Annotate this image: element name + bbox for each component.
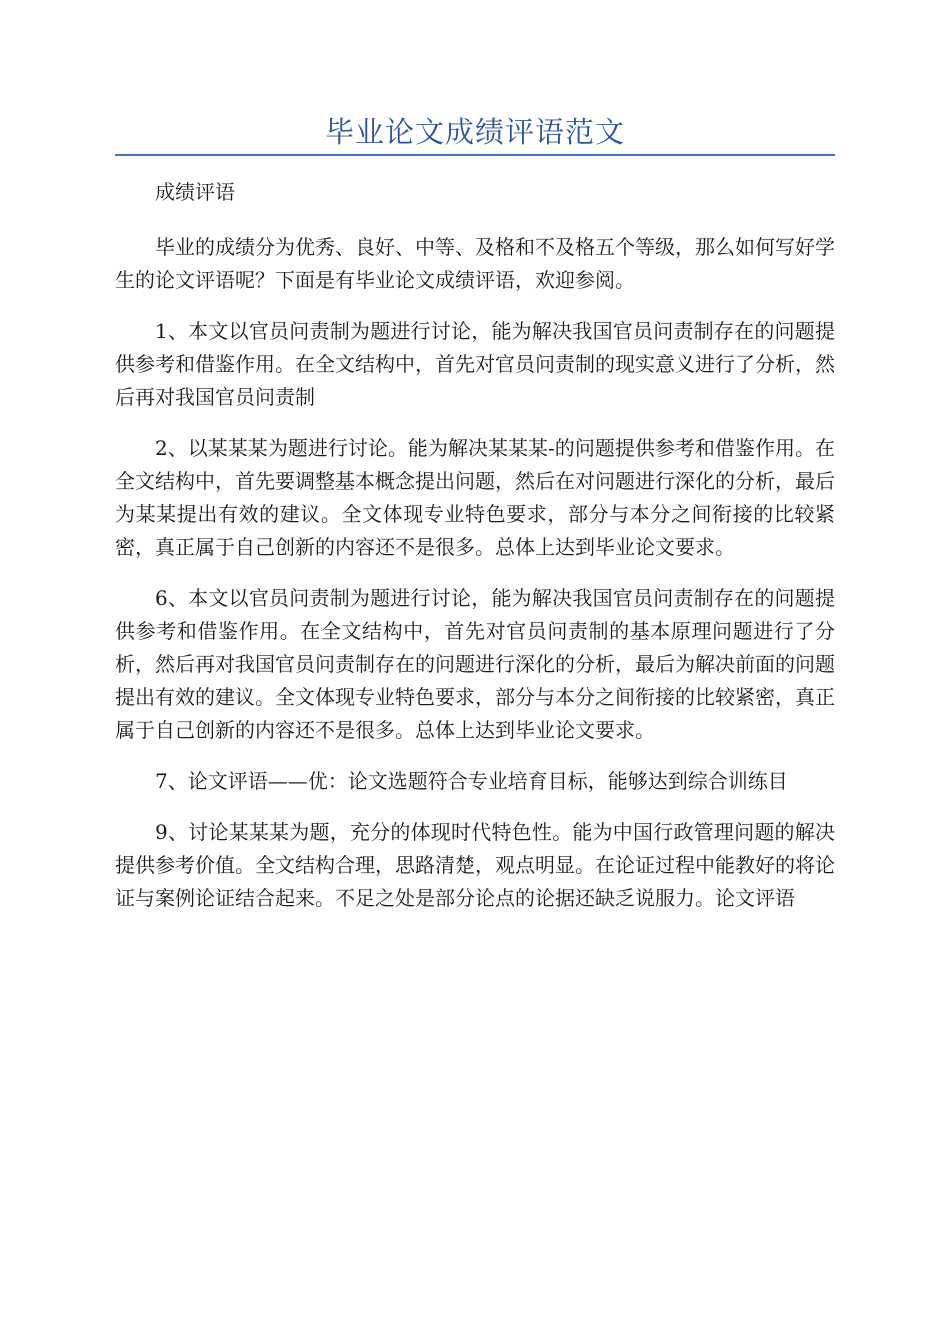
paragraph-2: 2、以某某某为题进行讨论。能为解决某某某-的问题提供参考和借鉴作用。在全文结构中，首先要调整基本概念提出问题，然后在对问题进行深化的分析，最后为某某提出有效的建议。全文体现专业特色要求，部分与本分之间衔接的比较紧密，真正属于自己创新的内容还不是很多。总体上达到毕业论文要求。: [115, 436, 835, 559]
paragraph-6: 6、本文以官员问责制为题进行讨论，能为解决我国官员问责制存在的问题提供参考和借鉴作用。在全文结构中，首先对官员问责制的基本原理问题进行了分析，然后再对我国官员问责制存在的问题进行深化的分析，最后为解决前面的问题提出有效的建议。全文体现专业特色要求，部分与本分之间衔接的比较紧密，真正属于自己创新的内容还不是很多。总体上达到毕业论文要求。: [115, 586, 835, 742]
paragraph-9: 9、讨论某某某为题，充分的体现时代特色性。能为中国行政管理问题的解决提供参考价值。全文结构合理，思路清楚，观点明显。在论证过程中能教好的将论证与案例论证结合起来。不足之处是部分论点的论据还缺乏说服力。论文评语: [115, 820, 835, 910]
title-underline: [115, 154, 835, 156]
paragraph-1: 1、本文以官员问责制为题进行讨论，能为解决我国官员问责制存在的问题提供参考和借鉴作用。在全文结构中，首先对官员问责制的现实意义进行了分析，然后再对我国官员问责制: [115, 319, 835, 409]
document-body: [115, 176, 835, 933]
paragraph-7: 7、论文评语——优：论文选题符合专业培育目标，能够达到综合训练目: [155, 769, 788, 793]
paragraph-intro: 毕业的成绩分为优秀、良好、中等、及格和不及格五个等级，那么如何写好学生的论文评语呢？下面是有毕业论文成绩评语，欢迎参阅。: [115, 235, 835, 292]
section-heading: 成绩评语: [155, 180, 235, 204]
document-title: 毕业论文成绩评语范文: [324, 115, 625, 149]
